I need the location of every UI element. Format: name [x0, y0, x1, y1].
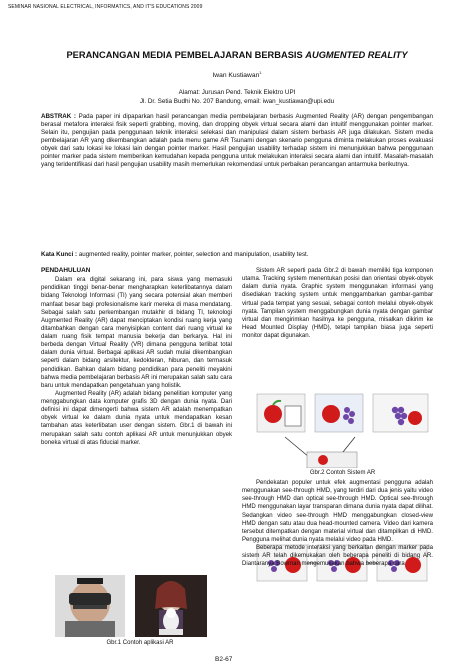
figure-1-caption: Gbr.1 Contoh aplikasi AR: [106, 640, 174, 646]
author: Iwan Kustiawan$^1$: [212, 70, 262, 80]
figure-1: [55, 575, 225, 637]
paragraph: Beberapa metode interaksi yang berkaitan dengan marker pada sistem AR telah dikemukakan oleh beberapa peneliti di bidang AR. Diantaranya Bowman mengemukakan bahwa beberapa cara: [242, 545, 433, 568]
keywords: Kata Kunci : augmented reality, pointer marker, pointer, selection and manipulation, usability test.: [41, 251, 309, 258]
ar-headset-photo: [55, 575, 125, 637]
page-number: B2-67: [215, 656, 233, 663]
abstract: ABSTRAK : Pada paper ini dipaparkan hasil perancangan media pembelajaran berbasis Augmented Reality (AR) dengan pengembangan berasal metafora interaksi fisik seperti grabbing, moving, dan dropping obyek virtual secara alami dan intuitif menggunakan pointer marker. Selain itu, pengujian pada penggunaan teknik interaksi selekasi dan manipulasi dalam sistem berbasis AR juga dilakukan. Sistem media pembelajaran AR yang dikembangkan adalah pada menu game AR Tsunami dengan skenario pengguna diminta melakukan proses evakuasi obyek dari satu lokasi ke lokasi lain dengan pointer marker. Hasil pengujian usability terhadap sistem ini menunjukkan bahwa penggunaan pointer marker pada sistem memberikan kemudahan kepada pengguna untuk melakukan interaksi secara alami dan intuitif. Masalah-masalah yang teridentifikasi dari hasil pengujian usability masih memerlukan rekomendasi untuk perbaikan perancangan antarmuka berikutnya.: [41, 113, 433, 169]
paragraph: Dalam era digital sekarang ini, para siswa yang memasuki pendidikan tinggi benar-benar mengharapkan keterlibatannya dalam bidang Teknologi Informasi (TI) yang secara potensial akan memberi manfaat besar bagi profesionalisme karir mereka di masa mendatang. Sebagai salah satu perkembangan mutakhir di bidang TI, teknologi Augmented Reality (AR) dapat menciptakan kondisi ruang kerja yang ditambahkan dengan cara menyisipkan content dari ruang virtual ke dalam ruang fisik tempat manusia bekerja dan berkarya. Hal ini berbeda dengan Virtual Reality (VR) dimana pengguna terlibat total dalam dunia virtual. Berbagai aplikasi AR sudah mulai dikembangkan seperti dalam bidang arsitektur, kedokteran, hiburan, dan termasuk pendidikan. Bahkan dalam bidang pendidikan para peneliti meyakini bahwa media pembelajaran berbasis AR ini merupakan salah satu cara baru untuk mendapatkan pengetahuan yang holistik.: [41, 277, 232, 389]
right-column: [242, 267, 433, 340]
left-column: [41, 267, 232, 447]
paragraph: Sistem AR seperti pada Gbr.2 di bawah memiliki tiga komponen utama. Tracking system menentukan posisi dan orientasi obyek-obyek dalam dunia nyata. Graphic system menggunakan informasi yang disediakan tracking system untuk menggambarkan gambar-gambar virtual pada tempat yang sesuai, sebagai contoh melalui obyek-obyek nyata. Tampilan system menggabungkan dunia nyata dengan gambar virtual dan mengirimkan hasilnya ke pengguna, misalkan dikirim ke Head Mounted Display (HMD), tetapi tampilan biasa juga seperti monitor dapat digunakan.: [242, 268, 433, 339]
affiliation: Alamat: Jurusan Pend. Teknik Elektro UPI Jl. Dr. Setia Budhi No. 207 Bandung, email: iwan_kustiawan@upi.edu: [139, 89, 335, 105]
conference-header: SEMINAR NASIONAL ELECTRICAL, INFORMATICS, AND IT'S EDUCATIONS 2009: [8, 4, 203, 10]
right-column-continued: [242, 479, 433, 568]
paragraph: Pendekatan populer untuk efek augmentasi pengguna adalah menggunakan see-through HMD, yang terdiri dari dua jenis yaitu video see-through HMD dan optical see-through HMD. Optical see-through HMD menggunakan layar transparan dimana dunia nyata dapat dilihat. Sedangkan video see-through HMD menggabungkan closed-view HMD dengan satu atau dua head-mounted camera. Video dari kamera tersebut ditempatkan dengan material virtual dan ditampilkan di HMD. Pengguna melihat dunia nyata melalui video pada HMD.: [242, 480, 433, 543]
section-title: PENDAHULUAN: [41, 267, 91, 274]
paper-title: PERANCANGAN MEDIA PEMBELAJARAN BERBASIS AUGMENTED REALITY: [66, 50, 408, 60]
paragraph: Augmented Reality (AR) adalah bidang penelitian komputer yang menggabungkan data komputer grafis 3D dengan dunia nyata. Dari definisi ini dapat dimengerti bahwa sistem AR adalah menempatkan obyek virtual ke dalam dunia nyata untuk mendapatkan kesan tambahan atas keterlibatan user dengan sistem. Gbr.1 di bawah ini merupakan salah satu contoh aplikasi AR untuk menunjukkan obyek boneka virtual di atas fiducial marker.: [41, 390, 232, 446]
ar-doll-photo: [135, 575, 207, 637]
figure-2-caption: Gbr.2 Contoh Sistem AR: [309, 470, 376, 476]
figure-2-top: [255, 392, 430, 468]
ar-system-diagram: [255, 392, 430, 468]
